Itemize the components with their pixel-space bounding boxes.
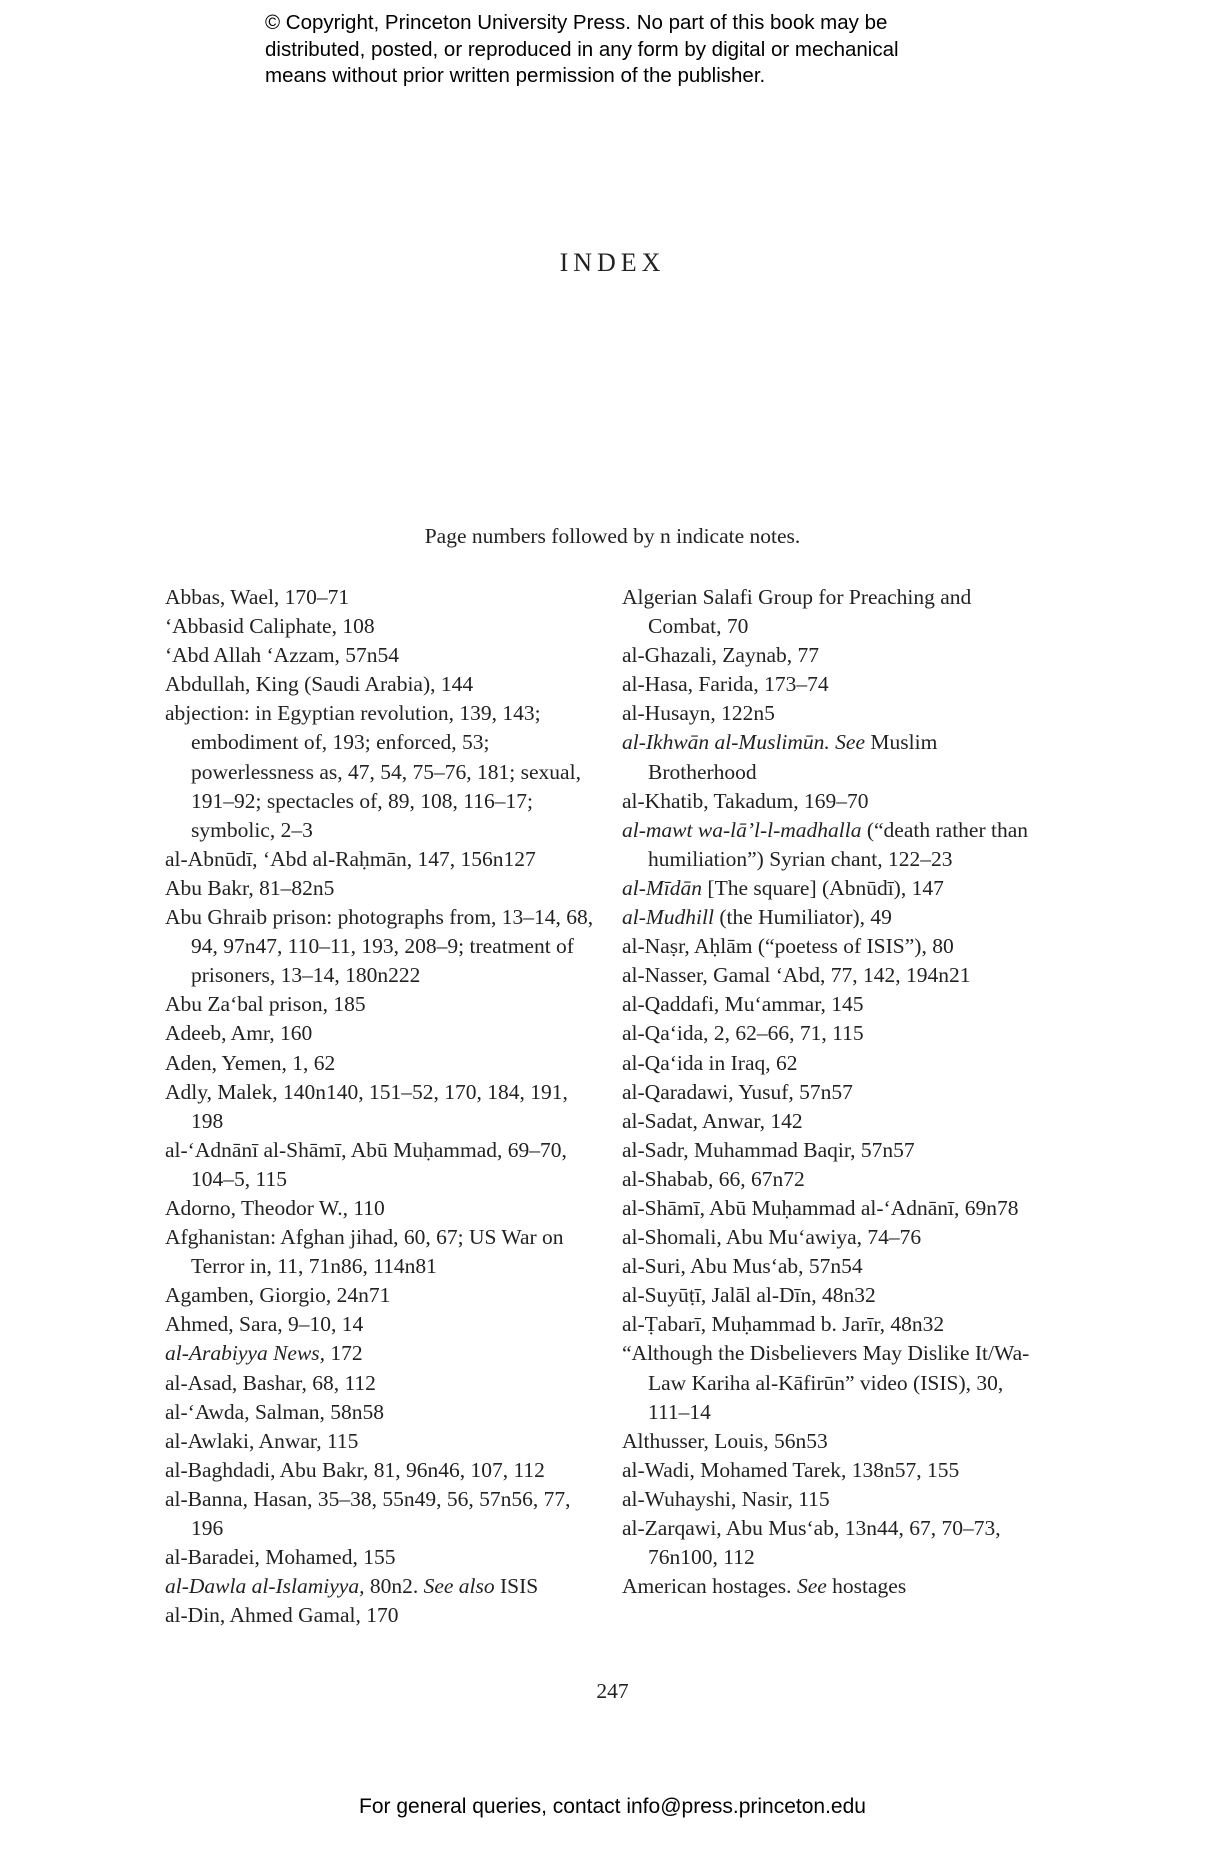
- index-entry: [165, 845, 605, 874]
- index-entry: [165, 1223, 605, 1281]
- index-entry-text: 80n2.: [364, 1574, 424, 1599]
- index-entry: [622, 699, 1042, 728]
- index-entry: [622, 1281, 1042, 1310]
- index-entry: [622, 1165, 1042, 1194]
- index-entry-text: “Although the Disbelievers May Dislike It/Wa-Law Kariha al-Kāfirūn” video (ISIS), 30, 111–14: [622, 1341, 1030, 1424]
- index-entry: [165, 1194, 605, 1223]
- index-entry-text: (“death rather than humiliation”) Syrian chant, 122–23: [648, 817, 1029, 871]
- index-entry-text: Abdullah, King (Saudi Arabia), 144: [165, 672, 474, 697]
- index-entry-text: ʻAbd Allah ʻAzzam, 57n54: [165, 643, 400, 668]
- index-entry-text: Agamben, Giorgio, 24n71: [165, 1283, 391, 1308]
- index-entry: [622, 990, 1042, 1019]
- index-entry: [165, 874, 605, 903]
- index-entry: [622, 1252, 1042, 1281]
- index-entry: [622, 1107, 1042, 1136]
- index-entry: [622, 1427, 1042, 1456]
- index-entry-text: Abu Bakr, 81–82n5: [165, 875, 335, 900]
- index-entry-text: al-Ṭabarī, Muḥammad b. Jarīr, 48n32: [622, 1312, 945, 1337]
- index-entry-text: al-Ikhwān al-Muslimūn. See: [622, 730, 866, 755]
- index-entry: [622, 961, 1042, 990]
- index-column-left: [165, 583, 605, 1630]
- footer-contact: For general queries, contact info@press.princeton.edu: [359, 1795, 866, 1818]
- index-entry-text: al-Zarqawi, Abu Musʻab, 13n44, 67, 70–73, 76n100, 112: [622, 1516, 1001, 1570]
- index-entry: [165, 1136, 605, 1194]
- index-entry: [165, 670, 605, 699]
- index-entry: [622, 1310, 1042, 1339]
- index-entry-text: Abu Ghraib prison: photographs from, 13–14, 68, 94, 97n47, 110–11, 193, 208–9; treatment of prisoners, 13–14, 180n222: [165, 905, 594, 988]
- index-entry-text: al-Husayn, 122n5: [622, 701, 775, 726]
- index-entry-text: Algerian Salafi Group for Preaching and Combat, 70: [622, 585, 972, 639]
- index-entry: [622, 728, 1042, 786]
- index-entry: [622, 1223, 1042, 1252]
- index-entry-text: al-Din, Ahmed Gamal, 170: [165, 1603, 399, 1628]
- index-entry-text: al-Baradei, Mohamed, 155: [165, 1545, 396, 1570]
- index-entry-text: al-Wuhayshi, Nasir, 115: [622, 1486, 830, 1511]
- index-entry: [622, 670, 1042, 699]
- index-entry: [622, 1456, 1042, 1485]
- index-entry: [165, 1281, 605, 1310]
- index-entry-text: al-Baghdadi, Abu Bakr, 81, 96n46, 107, 112: [165, 1457, 545, 1482]
- index-entry-text: [The square] (Abnūdī), 147: [702, 875, 944, 900]
- index-entry: [165, 1601, 605, 1630]
- index-entry: [165, 1572, 605, 1601]
- index-entry: [165, 1369, 605, 1398]
- index-entry-text: al-Qaradawi, Yusuf, 57n57: [622, 1079, 853, 1104]
- index-entry-text: al-Nasser, Gamal ʻAbd, 77, 142, 194n21: [622, 963, 971, 988]
- index-entry: [165, 612, 605, 641]
- index-entry: [622, 1078, 1042, 1107]
- index-entry-text: al-Qaʻida in Iraq, 62: [622, 1050, 798, 1075]
- page-title: INDEX: [559, 248, 666, 277]
- index-entry-text: 172: [325, 1341, 363, 1366]
- index-entry: [165, 1427, 605, 1456]
- index-entry: [165, 1543, 605, 1572]
- index-entry-text: See also: [423, 1574, 495, 1599]
- index-entry-text: al-Qaʻida, 2, 62–66, 71, 115: [622, 1021, 864, 1046]
- index-entry: [622, 903, 1042, 932]
- index-entry: [165, 1485, 605, 1543]
- index-entry-text: al-Mīdān: [622, 875, 703, 900]
- index-entry: [622, 1485, 1042, 1514]
- index-entry: [165, 1310, 605, 1339]
- copyright-line: distributed, posted, or reproduced in any form by digital or mechanical: [265, 37, 899, 61]
- index-entry: [165, 1339, 605, 1368]
- index-entry-text: al-Wadi, Mohamed Tarek, 138n57, 155: [622, 1457, 960, 1482]
- index-entry-text: hostages: [826, 1574, 907, 1599]
- index-entry: [622, 641, 1042, 670]
- copyright-line: © Copyright, Princeton University Press. No part of this book may be: [265, 11, 888, 34]
- index-entry: [622, 1136, 1042, 1165]
- index-entry: [622, 932, 1042, 961]
- index-entry: [165, 1019, 605, 1048]
- index-entry-text: Adeeb, Amr, 160: [165, 1021, 313, 1046]
- index-note: Page numbers followed by n indicate notes.: [424, 524, 801, 548]
- index-entry: [165, 699, 605, 844]
- index-entry-text: al-Shomali, Abu Muʻawiya, 74–76: [622, 1225, 922, 1250]
- index-entry-text: al-ʻAwda, Salman, 58n58: [165, 1399, 384, 1424]
- index-entry-text: Abu Zaʻbal prison, 185: [165, 992, 366, 1017]
- index-entry: [622, 1049, 1042, 1078]
- index-entry-text: al-Shabab, 66, 67n72: [622, 1166, 805, 1191]
- index-entry-text: Muslim Brotherhood: [648, 730, 938, 784]
- index-entry-text: al-Naṣr, Aḥlām (“poetess of ISIS”), 80: [622, 934, 954, 959]
- index-entry-text: al-Ghazali, Zaynab, 77: [622, 643, 819, 668]
- index-entry-text: al-Khatib, Takadum, 169–70: [622, 788, 869, 813]
- index-entry-text: al-Suri, Abu Musʻab, 57n54: [622, 1254, 863, 1279]
- index-entry-text: al-Suyūṭī, Jalāl al-Dīn, 48n32: [622, 1283, 876, 1308]
- index-entry-text: al-Arabiyya News,: [165, 1341, 326, 1366]
- index-entry: [165, 1078, 605, 1136]
- index-entry: [622, 874, 1042, 903]
- index-entry-text: abjection: in Egyptian revolution, 139, 143; embodiment of, 193; enforced, 53; powerlessness as, 47, 54, 75–76, 181; sexual, 191–92; spectacles of, 89, 108, 116–17; symbolic, 2–3: [165, 701, 581, 842]
- index-entry-text: ISIS: [494, 1574, 539, 1599]
- index-entry-text: al-Qaddafi, Muʻammar, 145: [622, 992, 864, 1017]
- index-entry: [622, 583, 1042, 641]
- index-entry: [622, 1572, 1042, 1601]
- index-entry-text: al-ʻAdnānī al-Shāmī, Abū Muḥammad, 69–70, 104–5, 115: [165, 1137, 567, 1191]
- index-entry-text: al-Sadat, Anwar, 142: [622, 1108, 803, 1133]
- index-entry-text: al-Shāmī, Abū Muḥammad al-ʻAdnānī, 69n78: [622, 1195, 1019, 1220]
- index-entry-text: Afghanistan: Afghan jihad, 60, 67; US War on Terror in, 11, 71n86, 114n81: [165, 1225, 564, 1279]
- index-entry: [165, 1456, 605, 1485]
- index-entry: [165, 1049, 605, 1078]
- index-entry: [165, 1398, 605, 1427]
- index-entry-text: ʻAbbasid Caliphate, 108: [165, 614, 375, 639]
- index-entry-text: al-Awlaki, Anwar, 115: [165, 1428, 359, 1453]
- index-entry-text: Abbas, Wael, 170–71: [165, 585, 350, 609]
- index-entry-text: al-Banna, Hasan, 35–38, 55n49, 56, 57n56, 77, 196: [165, 1486, 571, 1540]
- index-entry-text: American hostages.: [622, 1574, 797, 1599]
- index-entry-text: al-Asad, Bashar, 68, 112: [165, 1370, 376, 1395]
- index-entry: [165, 583, 605, 612]
- index-entry: [622, 1194, 1042, 1223]
- index-entry-text: Althusser, Louis, 56n53: [622, 1428, 828, 1453]
- index-entry-text: See: [796, 1574, 827, 1599]
- index-entry: [622, 787, 1042, 816]
- copyright-line: means without prior written permission of the publisher.: [265, 64, 766, 87]
- index-entry: [165, 990, 605, 1019]
- index-entry-text: Ahmed, Sara, 9–10, 14: [165, 1312, 364, 1337]
- copyright-notice: [265, 10, 1025, 90]
- index-entry: [622, 1019, 1042, 1048]
- index-column-right: [622, 583, 1042, 1601]
- index-entry-text: al-Hasa, Farida, 173–74: [622, 672, 829, 697]
- index-entry-text: (the Humiliator), 49: [713, 905, 892, 930]
- index-entry: [622, 1339, 1042, 1426]
- index-entry-text: Adorno, Theodor W., 110: [165, 1195, 385, 1220]
- index-entry-text: al-Mudhill: [622, 905, 714, 930]
- index-entry-text: al-Dawla al-Islamiyya,: [165, 1574, 365, 1599]
- index-entry: [622, 816, 1042, 874]
- index-entry-text: Aden, Yemen, 1, 62: [165, 1050, 336, 1075]
- index-entry-text: Adly, Malek, 140n140, 151–52, 170, 184, 191, 198: [165, 1079, 568, 1133]
- page-number: 247: [596, 1679, 629, 1703]
- index-entry: [165, 903, 605, 990]
- index-entry-text: al-Abnūdī, ʻAbd al-Raḥmān, 147, 156n127: [165, 846, 536, 871]
- index-entry: [165, 641, 605, 670]
- index-entry: [622, 1514, 1042, 1572]
- index-entry-text: al-mawt wa-lāʼl-l-madhalla: [622, 817, 862, 842]
- index-entry-text: al-Sadr, Muhammad Baqir, 57n57: [622, 1137, 915, 1162]
